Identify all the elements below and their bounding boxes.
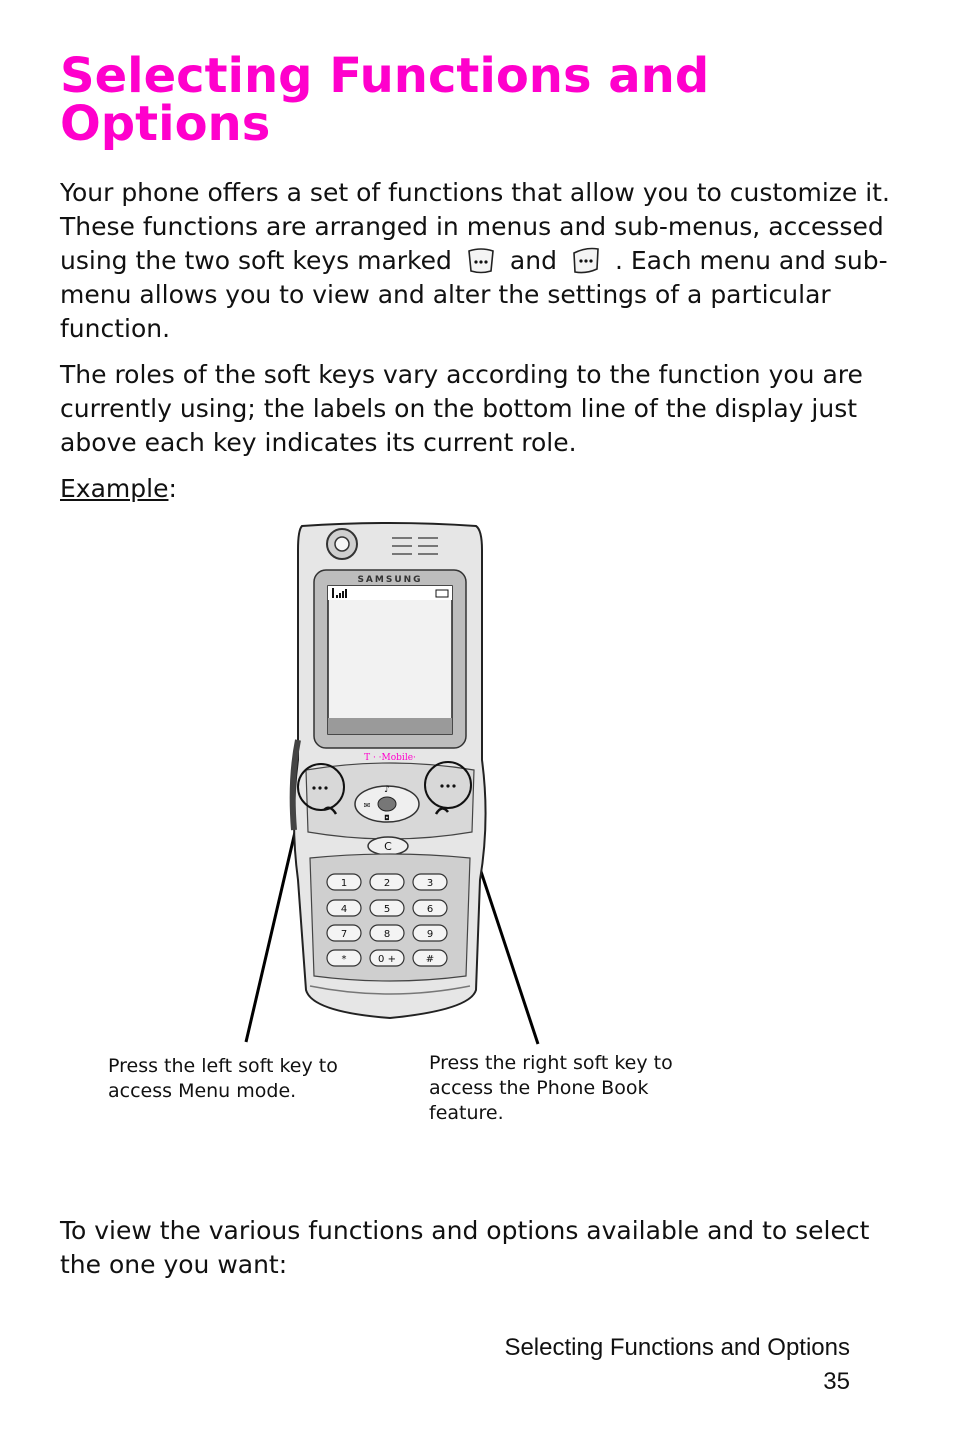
keypad-key-label: # bbox=[425, 954, 435, 965]
soft-key-right-icon bbox=[571, 247, 601, 275]
intro-text-a: Your phone offers a set of functions that allow you to customize it. These functions are arranged in menus and sub-menus, accessed using the two soft keys marked bbox=[60, 178, 890, 275]
intro-paragraph bbox=[60, 176, 890, 346]
left-soft-key-dots-icon bbox=[312, 786, 327, 789]
keypad-key-label: 4 bbox=[340, 904, 348, 915]
roles-paragraph: The roles of the soft keys vary according to the function you are currently using; the labels on the bottom line of the display just above each key indicates its current role. bbox=[60, 360, 863, 457]
soft-key-left-icon bbox=[466, 247, 496, 275]
keypad-key-label: 2 bbox=[383, 878, 391, 889]
keypad-key-label: 3 bbox=[426, 878, 434, 889]
brand-logo: SAMSUNG bbox=[357, 575, 423, 585]
intro-text-b: . Each menu and sub-menu allows you to view and alter the settings of a particular function. bbox=[60, 246, 888, 343]
example-colon: : bbox=[168, 474, 177, 503]
closing-paragraph: To view the various functions and options available and to select the one you want: bbox=[60, 1216, 870, 1279]
ok-key bbox=[378, 797, 396, 811]
caption-left-soft-key: Press the left soft key to access Menu mode. bbox=[108, 1055, 338, 1102]
carrier-logo: T · ·Mobile· bbox=[364, 753, 416, 763]
keypad-key-label: 9 bbox=[426, 929, 434, 940]
keypad-key-label: 0 + bbox=[378, 954, 396, 965]
right-soft-key-dots-icon bbox=[440, 784, 455, 787]
keypad-key-label: 1 bbox=[340, 878, 348, 889]
intro-text-and: and bbox=[509, 246, 557, 275]
example-line bbox=[60, 472, 890, 506]
keypad-key-label: 8 bbox=[383, 929, 391, 940]
keypad-key-label: * bbox=[341, 954, 347, 965]
page-title: Selecting Functions and Options bbox=[60, 48, 710, 152]
keypad-key-label: 5 bbox=[383, 904, 391, 915]
clear-key-label: C bbox=[384, 840, 392, 853]
footer-section-title: Selecting Functions and Options bbox=[504, 1334, 850, 1361]
phone-figure bbox=[240, 520, 550, 1060]
phone-illustration bbox=[240, 520, 550, 1060]
page-number: 35 bbox=[823, 1368, 850, 1395]
keypad-key-label: 6 bbox=[426, 904, 434, 915]
phone-display bbox=[328, 586, 452, 734]
example-label: Example bbox=[60, 474, 169, 503]
camera-icon: ◘ bbox=[384, 814, 390, 822]
message-icon: ✉ bbox=[363, 801, 371, 810]
display-softkey-bar bbox=[328, 718, 452, 734]
music-note-icon: ♪ bbox=[384, 785, 390, 795]
keypad-key-label: 7 bbox=[340, 929, 348, 940]
caption-right-soft-key: Press the right soft key to access the Phone Book feature. bbox=[429, 1052, 673, 1124]
